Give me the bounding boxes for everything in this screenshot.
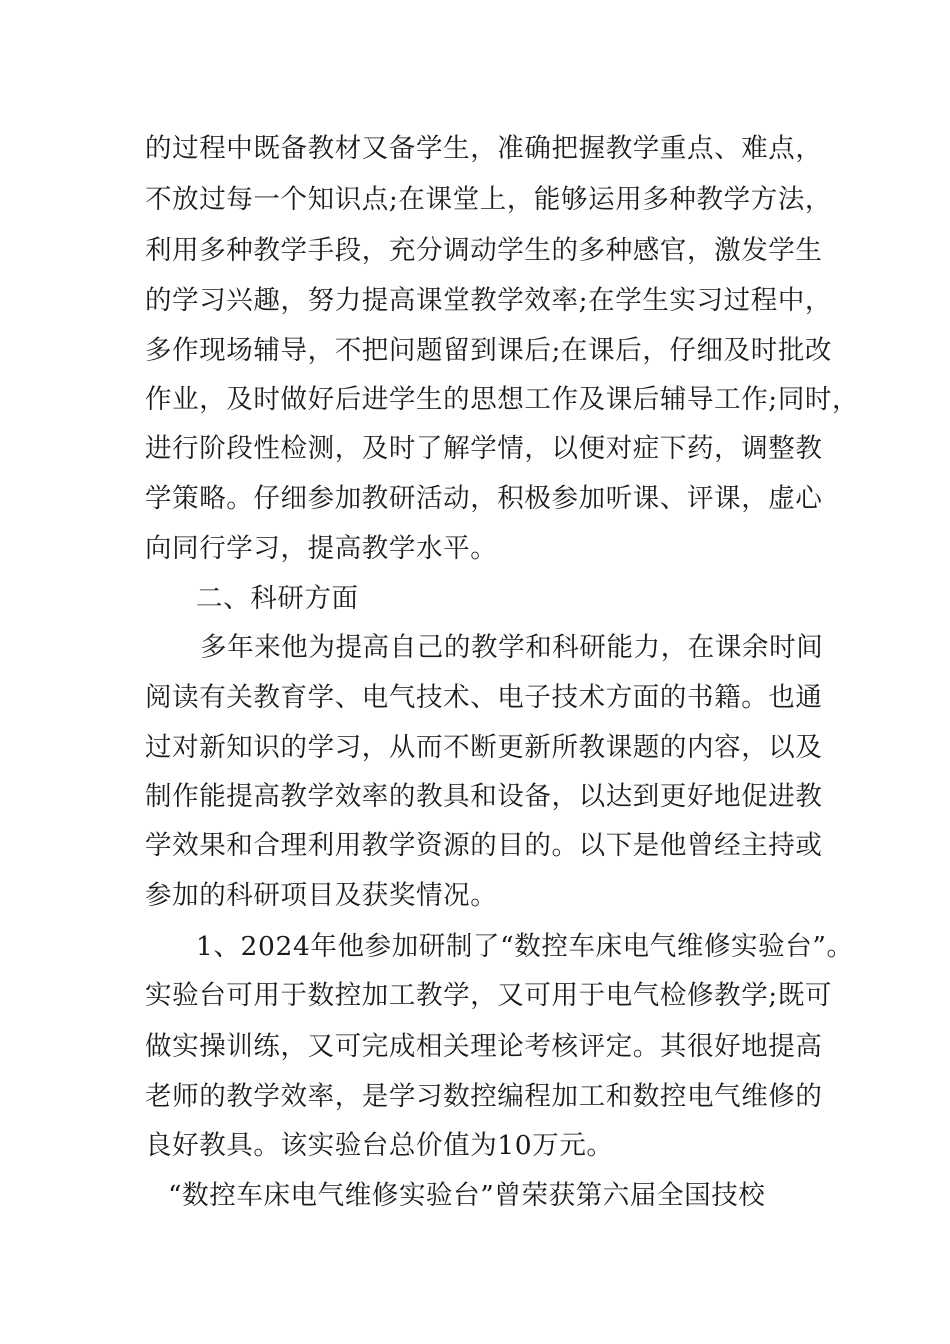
text-line: 多作现场辅导，不把问题留到课后;在课后，仔细及时批改: [145, 335, 833, 366]
text-line: “数控车床电气维修实验台”曾荣获第六届全国技校: [168, 1180, 766, 1211]
text-line: 学策略。仔细参加教研活动，积极参加听课、评课，虚心: [145, 483, 823, 514]
text-line: 多年来他为提高自己的教学和科研能力，在课余时间: [200, 632, 824, 663]
text-line: 参加的科研项目及获奖情况。: [145, 880, 498, 911]
text-line: 1、2024年他参加研制了“数控车床电气维修实验台”。: [196, 931, 854, 962]
text-line: 良好教具。该实验台总价值为10万元。: [145, 1130, 614, 1161]
text-line: 阅读有关教育学、电气技术、电子技术方面的书籍。也通: [145, 682, 823, 713]
text-line: 制作能提高教学效率的教具和设备，以达到更好地促进教: [145, 781, 823, 812]
text-line: 不放过每一个知识点;在课堂上，能够运用多种教学方法，: [145, 184, 833, 215]
text-line: 的学习兴趣，努力提高课堂教学效率;在学生实习过程中，: [145, 285, 833, 316]
text-line: 学效果和合理利用教学资源的目的。以下是他曾经主持或: [145, 830, 823, 861]
text-line: 作业，及时做好后进学生的思想工作及课后辅导工作;同时，: [145, 384, 860, 415]
text-line: 向同行学习，提高教学水平。: [145, 533, 498, 564]
text-line: 的过程中既备教材又备学生，准确把握教学重点、难点，: [145, 133, 823, 164]
text-line: 利用多种教学手段，充分调动学生的多种感官，激发学生: [145, 235, 823, 266]
text-line: 进行阶段性检测，及时了解学情，以便对症下药，调整教: [145, 433, 823, 464]
text-line: 做实操训练，又可完成相关理论考核评定。其很好地提高: [145, 1031, 823, 1062]
text-line: 过对新知识的学习，从而不断更新所教课题的内容，以及: [145, 732, 823, 763]
section-heading: 二、科研方面: [196, 583, 359, 614]
text-line: 实验台可用于数控加工教学，又可用于电气检修教学;既可: [145, 980, 833, 1011]
text-line: 老师的教学效率，是学习数控编程加工和数控电气维修的: [145, 1081, 823, 1112]
